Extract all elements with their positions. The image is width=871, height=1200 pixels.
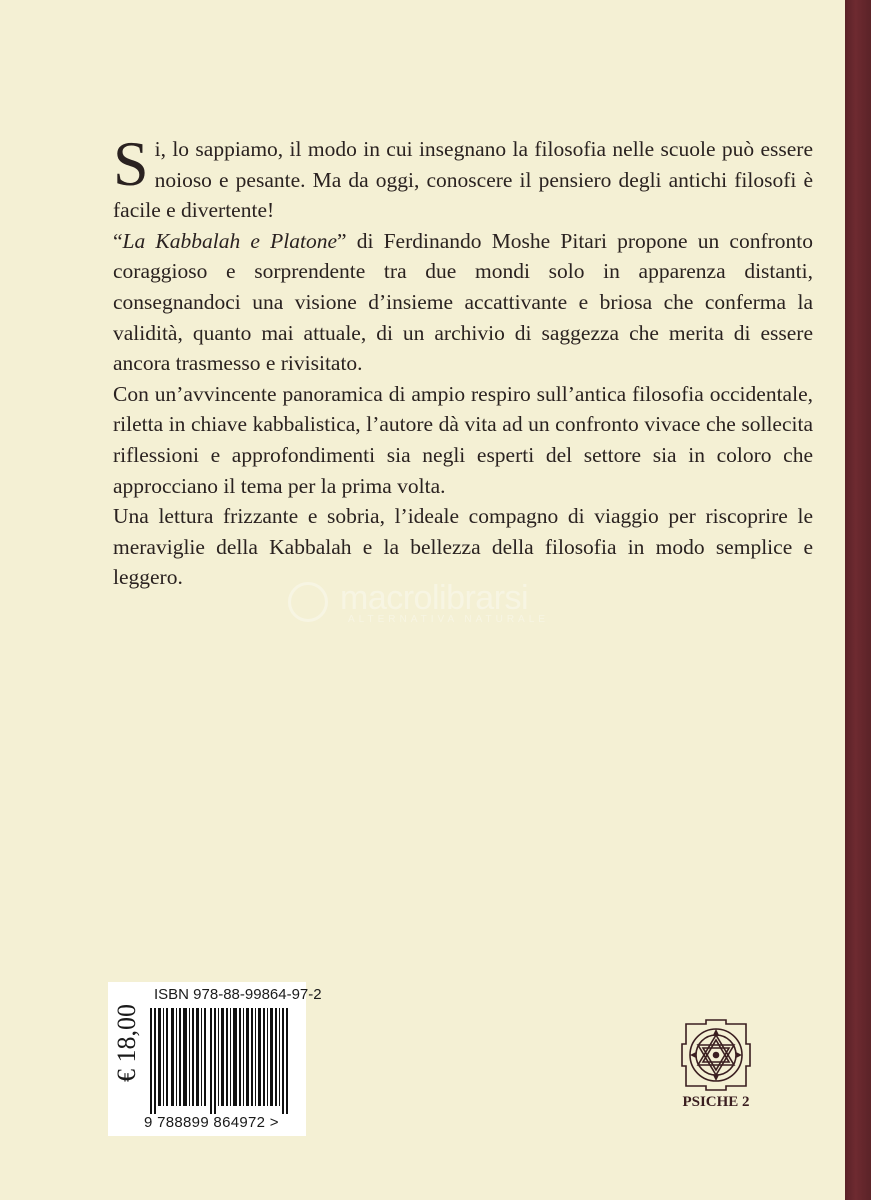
blurb-text	[113, 128, 814, 593]
watermark-name: macrolibrarsi	[340, 579, 529, 617]
drop-cap: S	[113, 128, 149, 199]
paragraph-1-text: i, lo sappiamo, il modo in cui insegnano la filosofia nelle scuole può essere noioso e pesante. Ma da oggi, conoscere il pensiero degli antichi filosofi è facile e divertente!	[113, 137, 813, 223]
blurb-paragraph-2	[113, 226, 813, 379]
publisher-name: PSICHE 2	[682, 1094, 750, 1110]
watermark-tagline: ALTERNATIVA NATURALE	[348, 614, 549, 625]
barcode-bars	[148, 1008, 298, 1114]
quote-open: “	[113, 228, 123, 253]
price-text: € 18,00	[112, 1004, 141, 1082]
sri-yantra-icon	[676, 1018, 756, 1092]
book-title: La Kabbalah e Platone	[122, 228, 337, 253]
blurb-paragraph-1	[113, 128, 813, 226]
isbn-text: ISBN 978-88-99864-97-2	[154, 986, 322, 1003]
barcode-digits: 9 788899 864972 >	[144, 1114, 279, 1131]
watermark	[288, 580, 588, 630]
watermark-logo-icon	[288, 582, 328, 622]
publisher-logo	[676, 1018, 756, 1128]
blurb-paragraph-4: Una lettura frizzante e sobria, l’ideale compagno di viaggio per riscoprire le meraviglie della Kabbalah e la bellezza della filosofia in modo semplice e leggero.	[113, 504, 813, 590]
blurb-paragraph-3: Con un’avvincente panoramica di ampio respiro sull’antica filosofia occidentale, riletta in chiave kabbalistica, l’autore dà vita ad un confronto vivace che sollecita riflessioni e approfondimenti sia negli esperti del settore sia in coloro che approcciano il tema per la prima volta.	[113, 381, 813, 498]
book-spine	[845, 0, 871, 1200]
barcode-label	[108, 982, 322, 1136]
paragraph-2-text: ” di Ferdinando Moshe Pitari propone un confronto coraggioso e sorprendente tra due mondi solo in apparenza distanti, consegnandoci una visione d’insieme accattivante e briosa che conferma la validità, quanto mai attuale, di un archivio di saggezza che merita di essere ancora trasmesso e rivisitato.	[113, 228, 814, 376]
